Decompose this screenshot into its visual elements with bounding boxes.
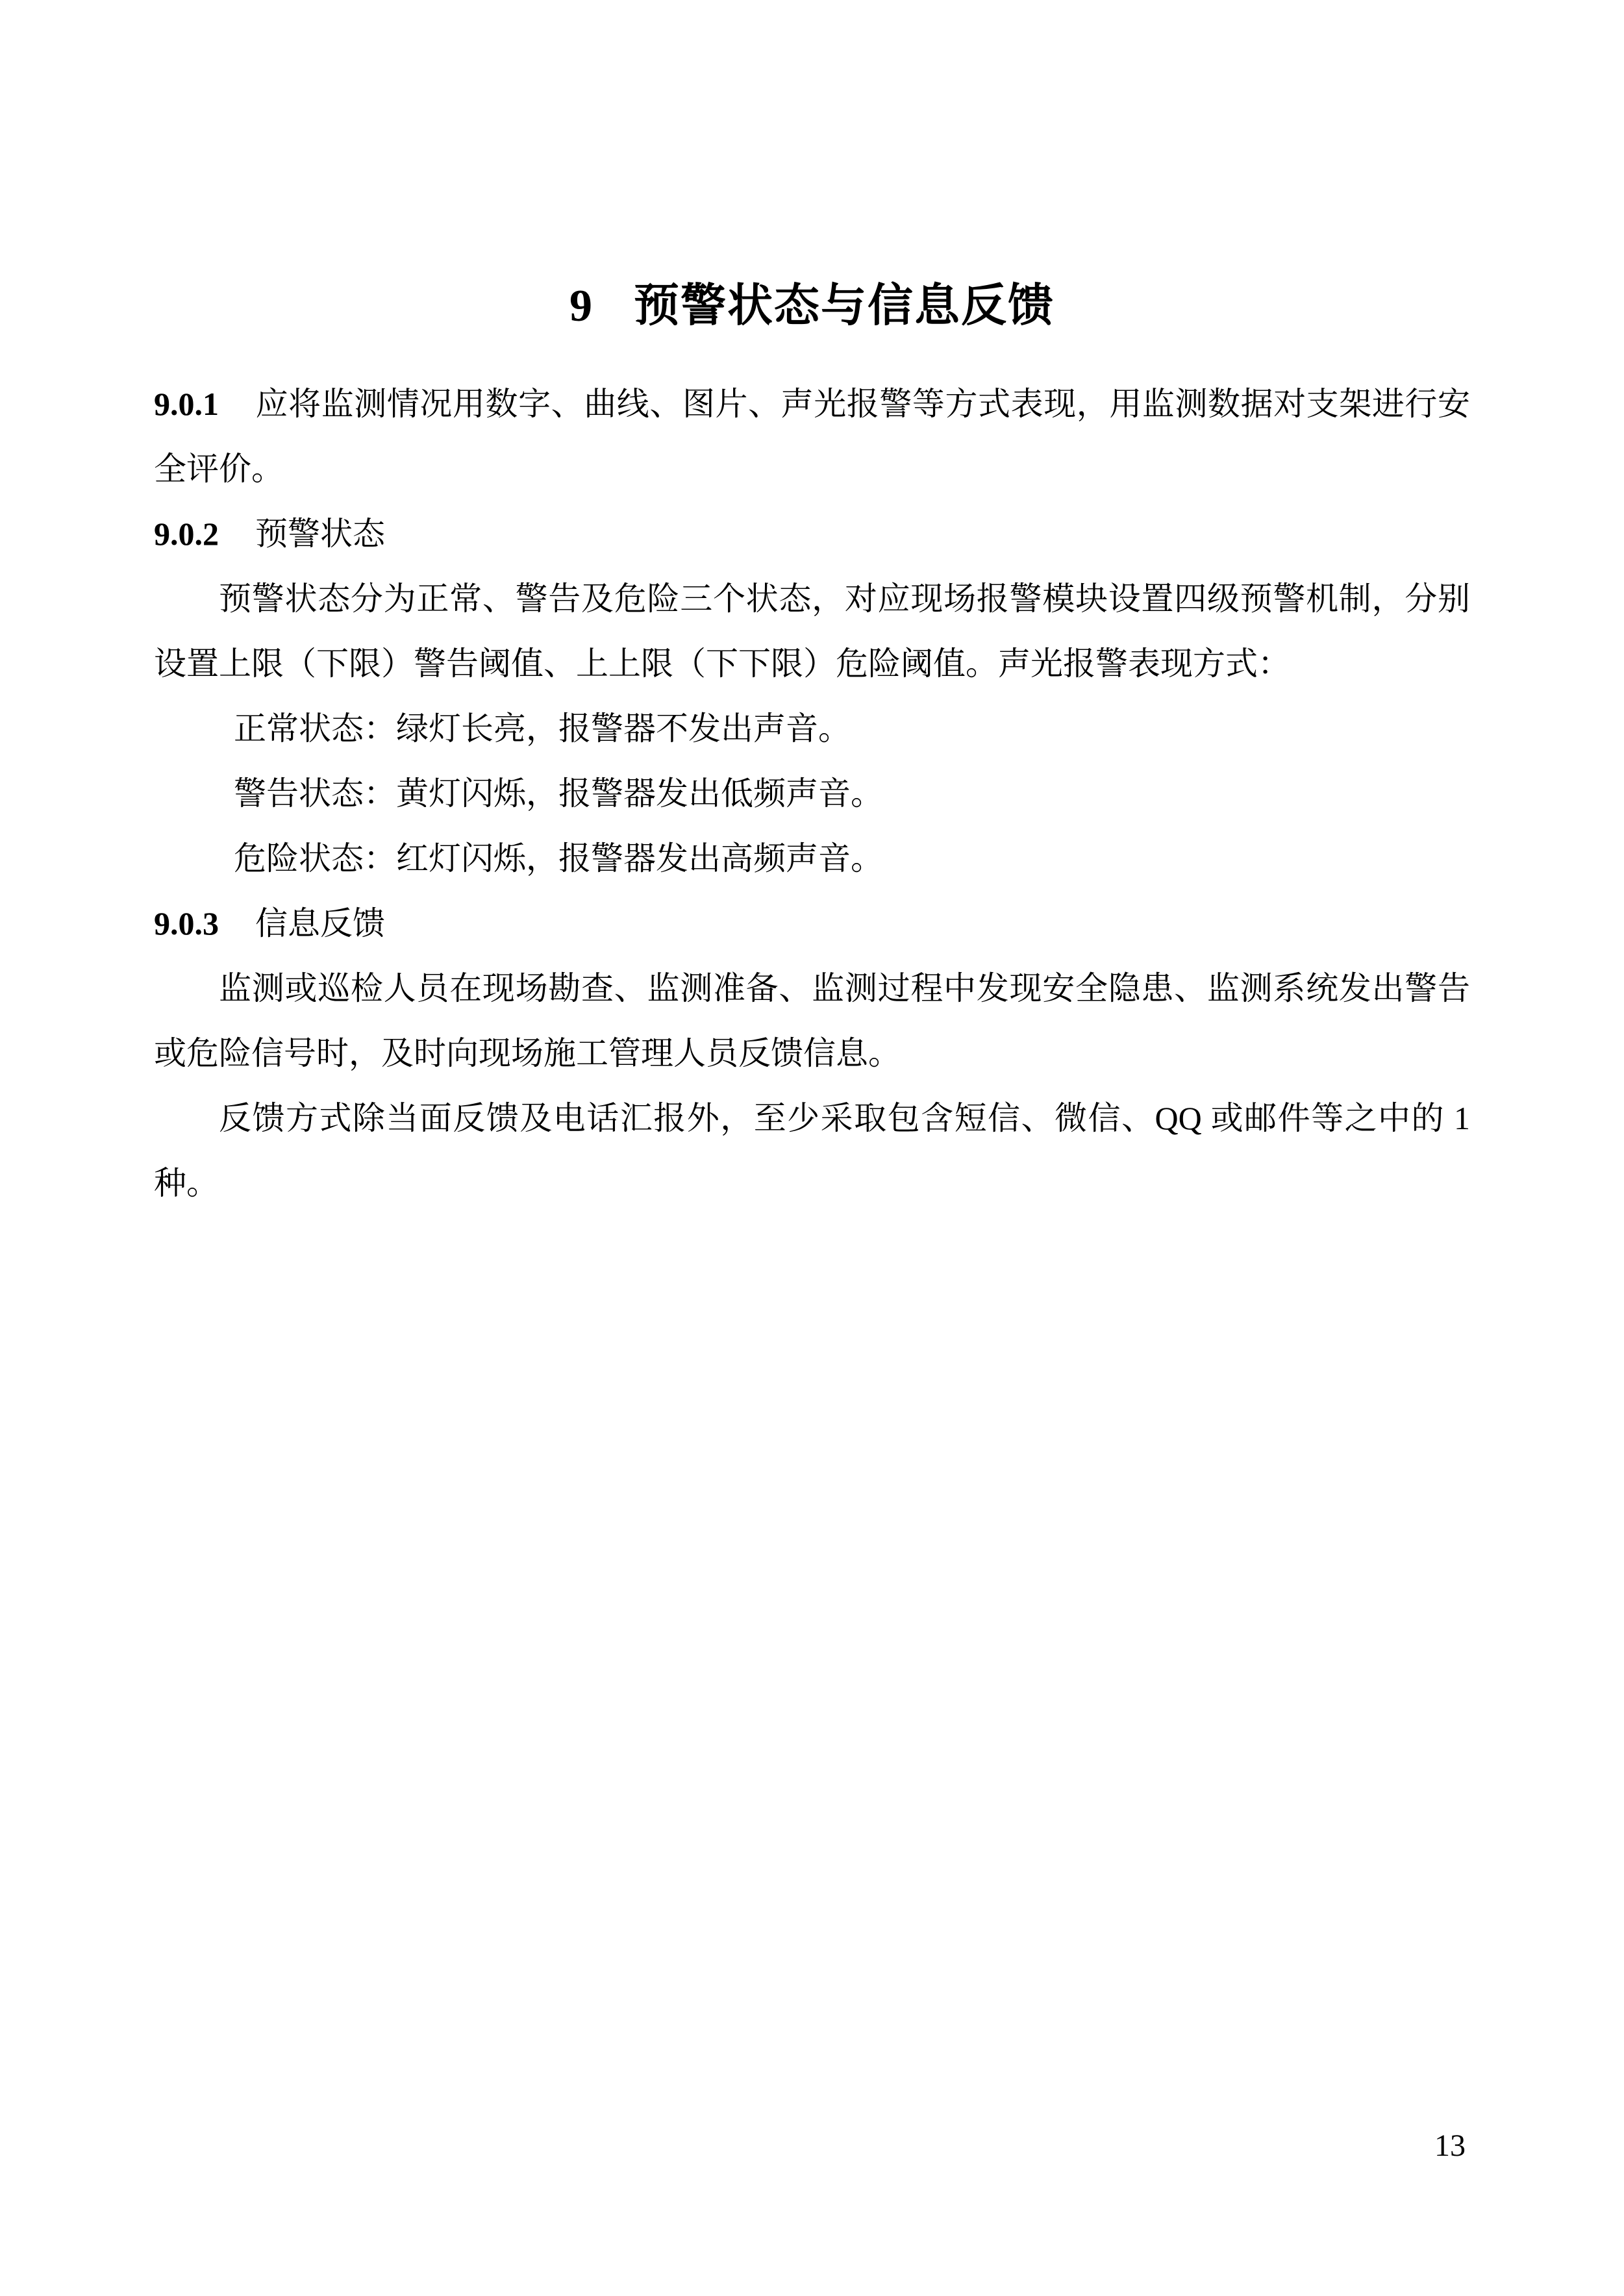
- document-body: [154, 371, 1470, 1216]
- clause-9-0-3-heading-text: 信息反馈: [255, 905, 385, 942]
- chapter-number: 9: [569, 281, 592, 331]
- state-line-danger: 危险状态：红灯闪烁，报警器发出高频声音。: [234, 840, 883, 877]
- clause-9-0-2-heading: [154, 501, 1470, 566]
- clause-9-0-1-number: 9.0.1: [154, 386, 219, 422]
- chapter-heading: [154, 279, 1470, 332]
- chapter-title-text: 预警状态与信息反馈: [634, 280, 1055, 331]
- clause-9-0-2-paragraph: 预警状态分为正常、警告及危险三个状态，对应现场报警模块设置四级预警机制，分别设置上限（下限）警告阈值、上上限（下下限）危险阈值。声光报警表现方式：: [154, 580, 1470, 682]
- clause-9-0-2-heading-text: 预警状态: [255, 516, 385, 552]
- state-line-warning: 警告状态：黄灯闪烁，报警器发出低频声音。: [234, 775, 883, 812]
- clause-9-0-3-heading: [154, 891, 1470, 956]
- clause-9-0-2-number: 9.0.2: [154, 516, 219, 552]
- clause-9-0-3-number: 9.0.3: [154, 905, 219, 942]
- state-line-normal: 正常状态：绿灯长亮，报警器不发出声音。: [234, 710, 851, 747]
- clause-9-0-3-paragraph-2: 反馈方式除当面反馈及电话汇报外，至少采取包含短信、微信、QQ 或邮件等之中的 1 种。: [154, 1100, 1470, 1201]
- clause-9-0-1-text: 应将监测情况用数字、曲线、图片、声光报警等方式表现，用监测数据对支架进行安全评价。: [154, 386, 1470, 487]
- page-number: 13: [1434, 2128, 1466, 2163]
- clause-9-0-3-paragraph-1: 监测或巡检人员在现场勘查、监测准备、监测过程中发现安全隐患、监测系统发出警告或危险信号时，及时向现场施工管理人员反馈信息。: [154, 970, 1470, 1071]
- clause-9-0-1: [154, 371, 1470, 501]
